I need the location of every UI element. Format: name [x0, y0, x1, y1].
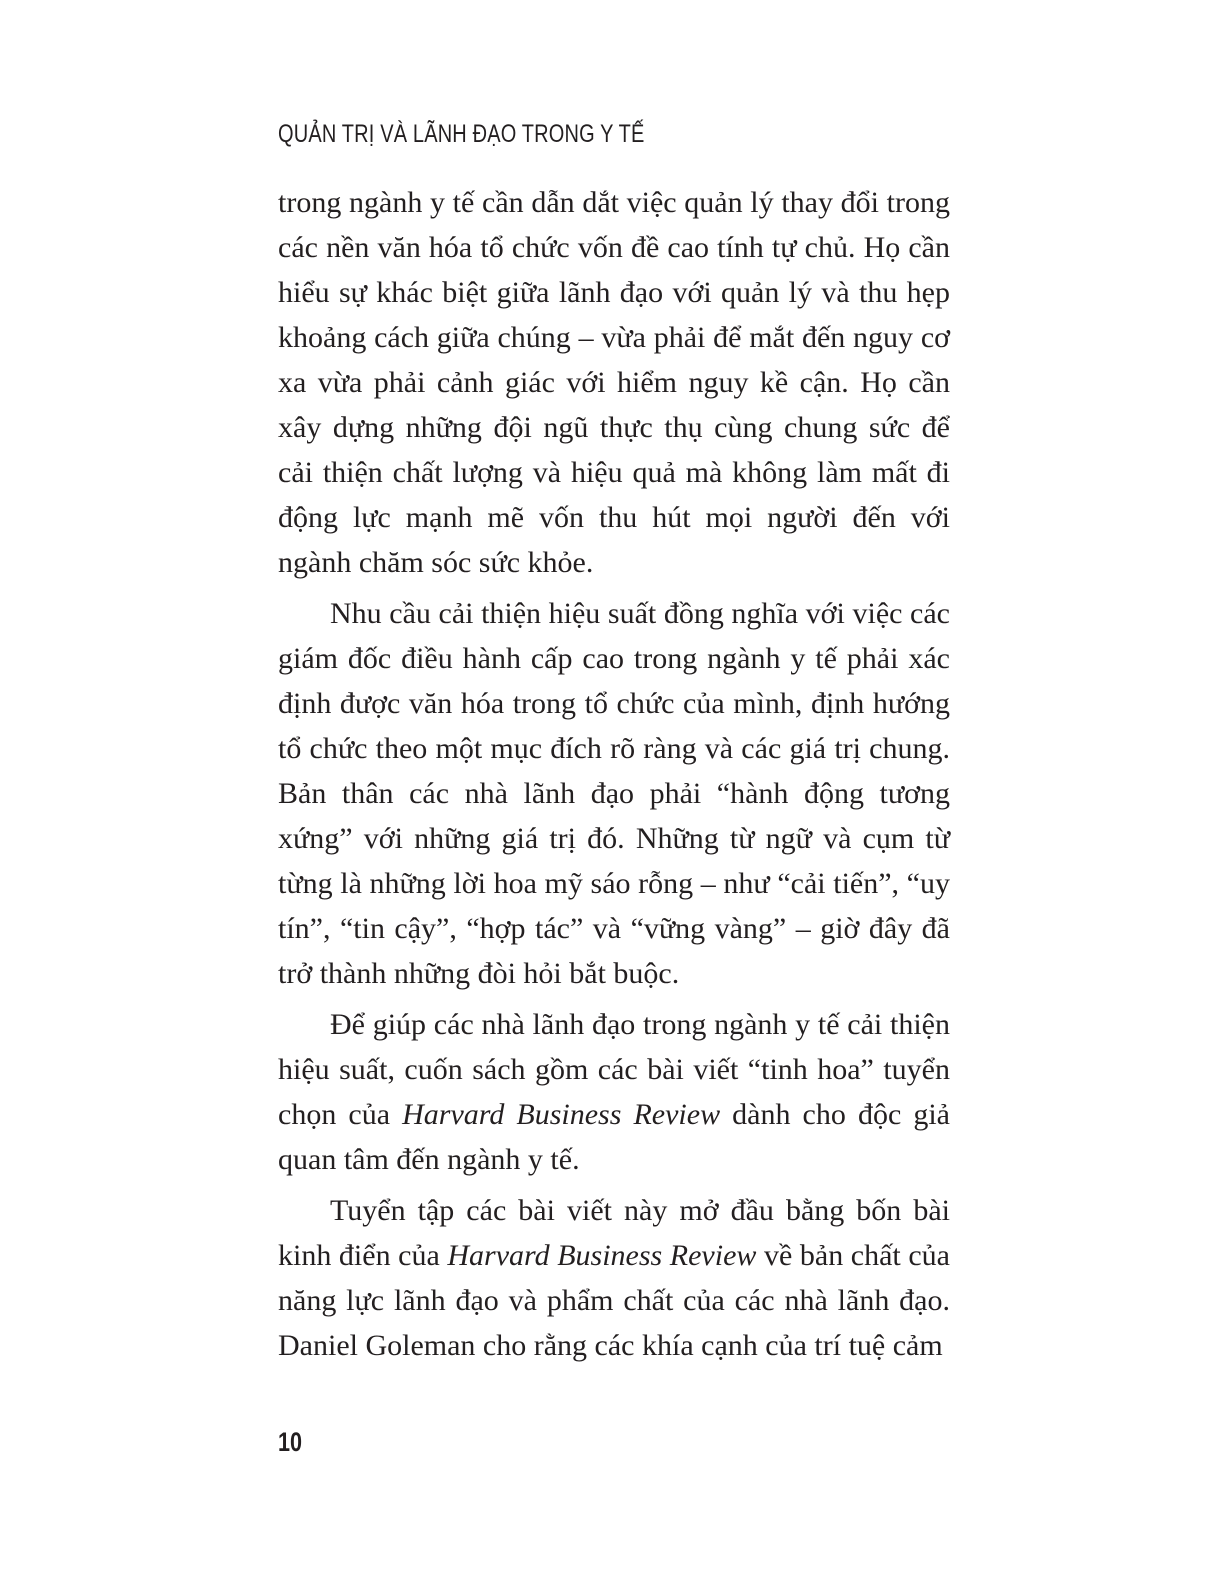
paragraph-4-text-after: về bản chất của năng lực lãnh đạo và phẩm chất của các nhà lãnh đạo. Daniel Goleman cho rằng các khía cạnh của trí tuệ cảm	[278, 1239, 950, 1362]
paragraph-1: trong ngành y tế cần dẫn dắt việc quản lý thay đổi trong các nền văn hóa tổ chức vốn đề cao tính tự chủ. Họ cần hiểu sự khác biệt giữa lãnh đạo với quản lý và thu hẹp khoảng cách giữa chúng – vừa phải để mắt đến nguy cơ xa vừa phải cảnh giác với hiểm nguy kề cận. Họ cần xây dựng những đội ngũ thực thụ cùng chung sức để cải thiện chất lượng và hiệu quả mà không làm mất đi động lực mạnh mẽ vốn thu hút mọi người đến với ngành chăm sóc sức khỏe.	[278, 186, 950, 579]
publication-title: Harvard Business Review	[447, 1239, 757, 1272]
body-text	[278, 180, 950, 1368]
paragraph-4-text-before: Tuyển tập các bài viết này mở đầu bằng bốn bài kinh điển của	[278, 1194, 950, 1272]
paragraph-3-text-after: dành cho độc giả quan tâm đến ngành y tế.	[278, 1098, 950, 1176]
publication-title: Harvard Business Review	[402, 1098, 721, 1131]
paragraph-2: Nhu cầu cải thiện hiệu suất đồng nghĩa với việc các giám đốc điều hành cấp cao trong ngành y tế phải xác định được văn hóa trong tổ chức của mình, định hướng tổ chức theo một mục đích rõ ràng và các giá trị chung. Bản thân các nhà lãnh đạo phải “hành động tương xứng” với những giá trị đó. Những từ ngữ và cụm từ từng là những lời hoa mỹ sáo rỗng – như “cải tiến”, “uy tín”, “tin cậy”, “hợp tác” và “vững vàng” – giờ đây đã trở thành những đòi hỏi bắt buộc.	[278, 597, 950, 990]
running-header-title: QUẢN TRỊ VÀ LÃNH ĐẠO TRONG Y TẾ	[278, 120, 645, 148]
paragraph-3-text-before: Để giúp các nhà lãnh đạo trong ngành y tế cải thiện hiệu suất, cuốn sách gồm các bài viết “tinh hoa” tuyển chọn của	[278, 1008, 950, 1131]
paragraph-4	[278, 1188, 950, 1368]
page-number: 10	[278, 1427, 303, 1457]
paragraph-3	[278, 1002, 950, 1182]
